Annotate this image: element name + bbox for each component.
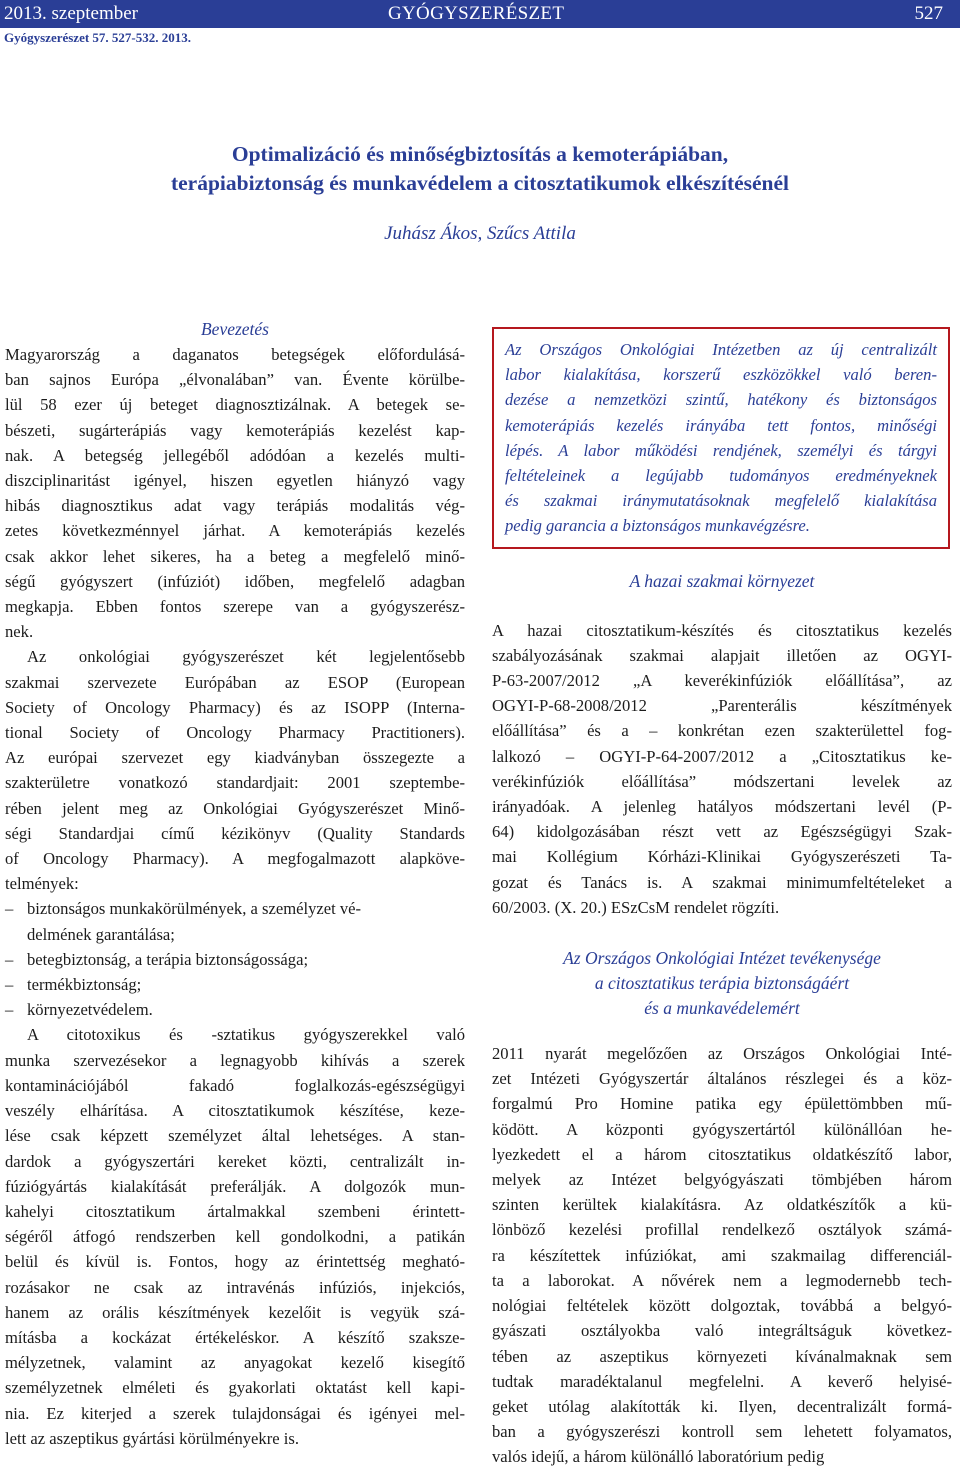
text-line: dezése a nemzetközi szintű, hatékony és biztonságos — [505, 390, 937, 410]
text-line: labor kialakítása, korszerű eszközökkel való beren- — [505, 365, 937, 385]
author-list: Juhász Ákos, Szűcs Attila — [384, 223, 576, 244]
text-line: lönböző kezelési profillal rendelkező osztályok számá- — [492, 1220, 952, 1240]
text-line: tudtak maradéktalanul megfelelni. A keverő helyisé- — [492, 1371, 952, 1391]
text-line: gozat és Tanács is. A szakmai minimumfeltételeket a — [492, 872, 952, 892]
text-line: rében jelent meg az Onkológiai Gyógyszerészet Minő- — [5, 798, 465, 818]
title-line-2: terápiabiztonság és munkavédelem a citosztatikumok elkészítésénél — [170, 171, 790, 195]
text-line: lett az aszeptikus gyártási körülményekre is. — [5, 1428, 299, 1448]
text-line: kontaminációjából fakadó foglalkozás-egészségügyi — [5, 1075, 465, 1095]
text-line: of Oncology Pharmacy). A megfogalmazott alapköve- — [5, 849, 465, 869]
text-line: Az Országos Onkológiai Intézetben az új centralizált — [505, 340, 937, 359]
text-line: A hazai citosztatikum-készítés és citosztatikus kezelés — [492, 620, 952, 640]
text-line: diszciplinaritást igényel, hiszen egyetlen hiányzó vagy — [5, 471, 465, 491]
section-heading-domestic-environment: A hazai szakmai környezet — [629, 570, 815, 591]
text-line: pedig garancia a biztonságos munkavégzésre. — [505, 516, 810, 536]
text-line: valós idejű, a három különálló laboratórium pedig — [492, 1447, 825, 1467]
text-line: belül és kívül is. Fontos, hogy az érintettség megható- — [5, 1252, 465, 1272]
text-line: bészeti, sugárterápiás vagy kemoterápiás kezelést kap- — [5, 420, 465, 440]
text-line: Az európai szervezet egy kiadványban összegezte a — [5, 748, 465, 768]
text-line: mításba a kockázat értékeléskor. A készítő szaksze- — [5, 1327, 465, 1347]
citation-line: Gyógyszerészet 57. 527-532. 2013. — [4, 30, 192, 45]
text-line: ködött. A központi gyógyszertártól különállóan he- — [492, 1119, 952, 1139]
text-line: zetes következménnyel járhat. A kemoterápiás kezelés — [5, 521, 465, 541]
text-line: gyászati osztályokba való integráltságuk következ- — [492, 1321, 952, 1341]
text-line: P-63-2007/2012 „A keverékinfúziók előállítása”, az — [492, 671, 952, 691]
text-line: dardok a gyógyszertári kereket közti, centralizált in- — [5, 1151, 465, 1171]
text-line: tében az aszeptikus környezeti kívánalmaknak sem — [492, 1346, 952, 1366]
text-line: fúziógyártás kialakítását preferálják. A dolgozók mun- — [5, 1176, 465, 1196]
text-line: ségű gyógyszert (infúziót) időben, megfelelő adagban — [5, 571, 465, 591]
header-date: 2013. szeptember — [4, 3, 139, 24]
section-heading-institute: Az Országos Onkológiai Intézet tevékenysége a citosztatikus terápia biztonságáért és a munkavédelemért — [563, 948, 881, 1019]
text-line: lalkozó – OGYI-P-64-2007/2012 a „Citosztatikus ke- — [492, 746, 952, 766]
text-line: nek. — [5, 622, 34, 642]
text-line: nia. Ez kiterjed a szerek tulajdonságai és igényei mel- — [5, 1403, 465, 1423]
text-line: veszély elhárítása. A citosztatikumok készítése, keze- — [5, 1101, 465, 1121]
text-line: Society of Oncology Pharmacy) és az ISOPP (Interna- — [5, 697, 465, 717]
domestic-paragraph — [492, 618, 952, 920]
text-line: ban a gyógyszerészi kontroll sem lehetett folyamatos, — [492, 1422, 952, 1442]
intro-paragraph-2 — [5, 644, 465, 896]
text-line: geket utólag alakították ki. Ilyen, decentralizált formá- — [492, 1396, 952, 1416]
intro-paragraph-1 — [5, 342, 465, 644]
text-line: feltételeinek a legújabb tudományos eredményeknek — [505, 466, 937, 486]
text-line: melyek az Intézet belgyógyászati tömbjében három — [492, 1170, 952, 1190]
text-line: ségi Standardjai című kézikönyv (Quality Standards — [5, 823, 465, 843]
text-line: lül 58 ezer új beteget diagnosztizálnak. A betegek se- — [5, 395, 465, 415]
text-line: szakterületre vonatkozó standardjait: 2001 szeptembe- — [5, 773, 465, 793]
text-line: rozásakor ne csak az intravénás infúziós, injekciós, — [5, 1277, 465, 1297]
list-item: – környezetvédelem. — [5, 1000, 153, 1020]
text-line: ra készítettek infúziókat, ami szakmailag differenciál- — [492, 1245, 952, 1265]
text-line: hanem az orális készítmények kezelőit is vegyük szá- — [5, 1302, 465, 1322]
text-line: lépés. A labor működési rendjének, személyi és tárgyi — [505, 440, 937, 460]
text-line: lyezkedett el a három citosztatikus oldatkészítő labor, — [492, 1144, 952, 1164]
text-line: nak. A betegség jellegéből adódóan a kezelés multi- — [5, 445, 465, 465]
text-line: 60/2003. (X. 20.) ESzCsM rendelet rögzíti. — [492, 897, 780, 917]
text-line: szabályozásának szakmai alapjait illetően az OGYI- — [492, 645, 952, 665]
text-line: előállítása” és a – konkrétan ezen szakterülettel fog- — [492, 721, 952, 741]
text-line: A citotoxikus és -sztatikus gyógyszerekkel való — [27, 1025, 465, 1045]
list-item: – betegbiztonság, a terápia biztonságossága; — [5, 949, 309, 969]
list-item: – biztonságos munkakörülmények, a személyzet vé- delmének garantálása; — [5, 899, 362, 944]
header-page-number: 527 — [914, 3, 943, 24]
text-line: telmények: — [5, 874, 79, 894]
text-line: és szakmai iránymutatásoknak megfelelő kialakítása — [505, 491, 937, 511]
text-line: ta a laborokat. A nővérek nem a legmodernebb tech- — [492, 1270, 952, 1290]
text-line: lése csak képzett személyzet által lehetséges. A stan- — [5, 1126, 465, 1146]
text-line: forgalmú Pro Homine patika egy épülettömbben mű- — [492, 1094, 952, 1114]
header-journal-name: GYÓGYSZERÉSZET — [388, 3, 565, 24]
title-line-1: Optimalizáció és minőségbiztosítás a kemoterápiában, — [231, 142, 729, 166]
article-title — [0, 140, 960, 198]
text-line: tional Society of Oncology Pharmacy Practitioners). — [5, 723, 465, 743]
right-column — [492, 317, 952, 1470]
text-line: 64) kidolgozásában részt vett az Egészségügyi Szak- — [492, 822, 952, 842]
left-column — [5, 317, 465, 1451]
text-line: Az onkológiai gyógyszerészet két legjelentősebb — [27, 647, 465, 667]
text-line: irányadóak. A jelenleg hatályos módszertani levél (P- — [492, 797, 952, 817]
intro-paragraph-3 — [5, 1022, 465, 1450]
text-line: zet Intézeti Gyógyszertár általános részlegei és a köz- — [492, 1069, 952, 1089]
highlight-box — [492, 327, 950, 549]
text-line: személyzetnek elméleti és gyakorlati oktatást kell kapi- — [5, 1378, 465, 1398]
text-line: csak akkor lehet sikeres, ha a beteg a megfelelő minő- — [5, 546, 465, 566]
text-line: szakmai szervezete Európában az ESOP (European — [5, 672, 465, 692]
section-heading-introduction: Bevezetés — [200, 319, 269, 339]
text-line: ban sajnos Európa „élvonalában” van. Évente körülbe- — [5, 370, 465, 390]
text-line: kemoterápiás kezelés irányába tett fontos, minőségi — [505, 415, 937, 435]
text-line: megkapja. Ebben fontos szerepe van a gyógyszerész- — [5, 597, 465, 617]
text-line: verékinfúziók előállítása” módszertani levelek az — [492, 771, 952, 791]
institute-paragraph — [492, 1041, 952, 1469]
text-line: nológiai feltételek között dolgoztak, továbbá a belgyó- — [492, 1296, 952, 1316]
text-line: szinten kerültek kialakításra. Az oldatkészítők a kü- — [492, 1195, 952, 1215]
text-line: Magyarország a daganatos betegségek előfordulásá- — [5, 345, 465, 364]
text-line: ségéről átfogó rendszerben kell gondolkodni, a patikán — [5, 1227, 465, 1247]
text-line: munka szervezésekor a legnagyobb kihívás a szerek — [5, 1050, 465, 1070]
text-line: kahelyi citosztatikum ártalmakkal szembeni érintett- — [5, 1201, 465, 1221]
text-line: 2011 nyarát megelőzően az Országos Onkológiai Inté- — [492, 1044, 952, 1064]
text-line: hibás diagnosztikus adat vagy terápiás modalitás vég- — [5, 496, 465, 516]
text-line: OGYI-P-68-2008/2012 „Parenterális készítmények — [492, 696, 952, 716]
list-item: – termékbiztonság; — [5, 975, 142, 995]
text-line: mai Kollégium Kórházi-Klinikai Gyógyszerészeti Ta- — [492, 847, 952, 867]
requirements-list — [5, 896, 465, 1022]
text-line: mélyzetnek, valamint az anyagokat kezelő kisegítő — [5, 1353, 465, 1373]
